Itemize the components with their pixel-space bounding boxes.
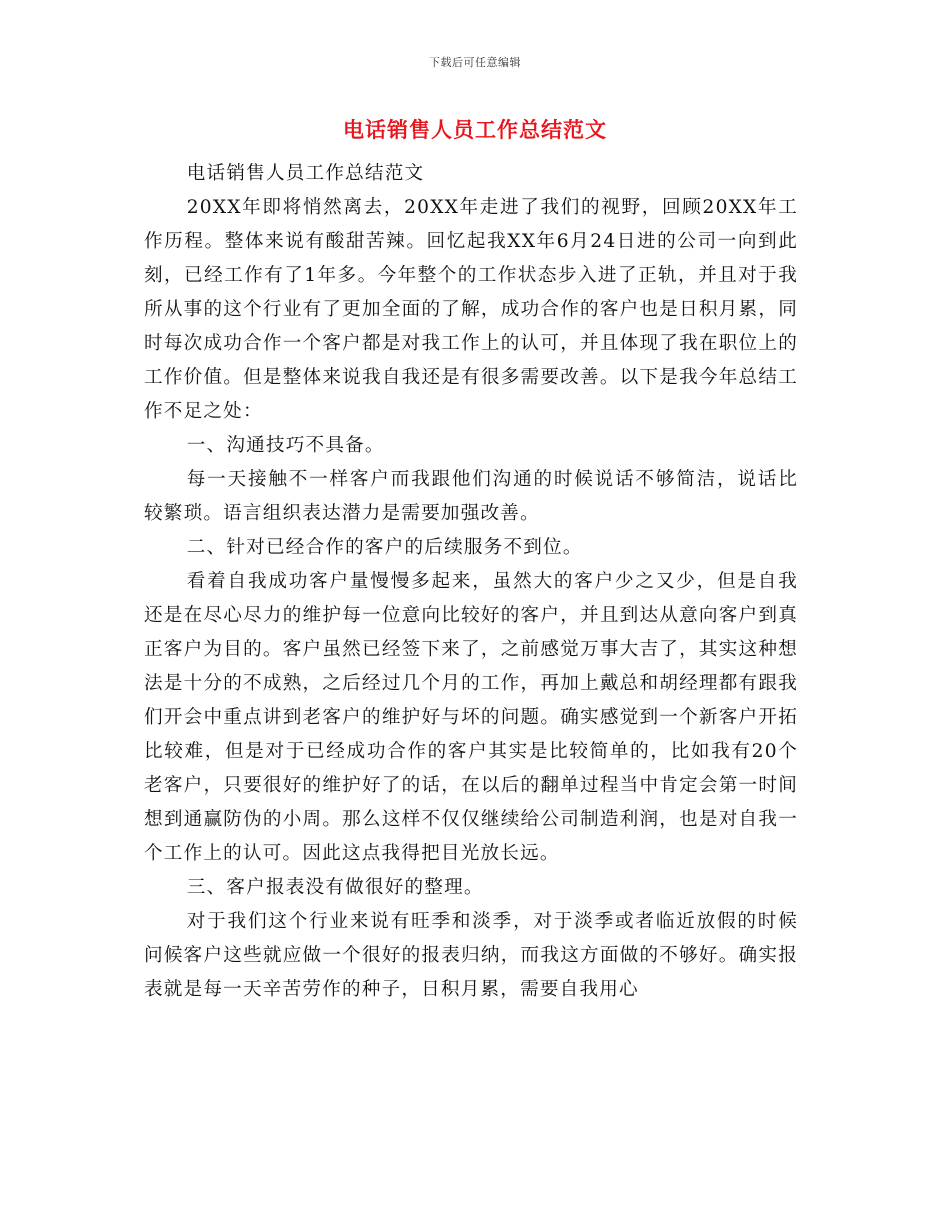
section-heading: 二、针对已经合作的客户的后续服务不到位。 [186, 537, 583, 558]
section-heading: 三、客户报表没有做很好的整理。 [186, 877, 484, 898]
body-paragraph: 20XX年即将悄然离去，20XX年走进了我们的视野，回顾20XX年工作历程。整体来说有酸甜苦辣。回忆起我XX年6月24日进的公司一向到此刻，已经工作有了1年多。今年整个的工作状态步入进了正轨，并且对于我所从事的这个行业有了更加全面的了解，成功合作的客户也是日积月累，同时每次成功合作一个客户都是对我工作上的认可，并且体现了我在职位上的工作价值。但是整体来说我自我还是有很多需要改善。以下是我今年总结工作不足之处： [144, 197, 798, 422]
body-paragraph: 对于我们这个行业来说有旺季和淡季，对于淡季或者临近放假的时候问候客户这些就应做一个很好的报表归纳，而我这方面做的不够好。确实报表就是每一天辛苦劳作的种子，日积月累，需要自我用心 [144, 911, 798, 1000]
document-title: 电话销售人员工作总结范文 [343, 117, 607, 142]
body-paragraph: 每一天接触不一样客户而我跟他们沟通的时候说话不够简洁，说话比较繁琐。语言组织表达潜力是需要加强改善。 [144, 469, 798, 524]
subtitle-paragraph: 电话销售人员工作总结范文 [186, 163, 425, 184]
document-body [144, 157, 798, 1007]
header-note: 下载后可任意编辑 [429, 56, 521, 69]
section-heading: 一、沟通技巧不具备。 [186, 435, 385, 456]
body-paragraph: 看着自我成功客户量慢慢多起来，虽然大的客户少之又少，但是自我还是在尽心尽力的维护每一位意向比较好的客户，并且到达从意向客户到真正客户为目的。客户虽然已经签下来了，之前感觉万事大吉了，其实这种想法是十分的不成熟，之后经过几个月的工作，再加上戴总和胡经理都有跟我们开会中重点讲到老客户的维护好与坏的问题。确实感觉到一个新客户开拓比较难，但是对于已经成功合作的客户其实是比较简单的，比如我有20个老客户，只要很好的维护好了的话，在以后的翻单过程当中肯定会第一时间想到通赢防伪的小周。那么这样不仅仅继续给公司制造利润，也是对自我一个工作上的认可。因此这点我得把目光放长远。 [144, 571, 798, 864]
